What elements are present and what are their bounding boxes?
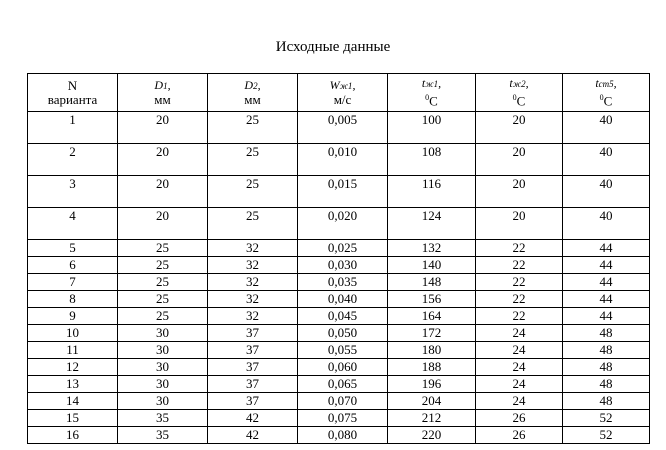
tst5-cell: 48 (563, 325, 650, 342)
d2-cell: 37 (208, 325, 298, 342)
d2-cell: 25 (208, 112, 298, 144)
variant-cell: 1 (28, 112, 118, 144)
table-row (28, 410, 650, 427)
table-row (28, 342, 650, 359)
variant-cell: 3 (28, 176, 118, 208)
tzh2-cell: 24 (476, 359, 563, 376)
wzh1-cell: 0,035 (298, 274, 388, 291)
tzh1-cell: 172 (388, 325, 476, 342)
tst5-cell: 52 (563, 427, 650, 444)
table-row (28, 144, 650, 176)
wzh1-cell: 0,010 (298, 144, 388, 176)
table-row (28, 427, 650, 444)
tzh2-cell: 20 (476, 112, 563, 144)
table-row (28, 291, 650, 308)
d1-cell: 20 (118, 112, 208, 144)
tzh2-cell: 20 (476, 144, 563, 176)
wzh1-cell: 0,025 (298, 240, 388, 257)
variant-cell: 4 (28, 208, 118, 240)
wzh1-cell: 0,015 (298, 176, 388, 208)
d2-cell: 32 (208, 291, 298, 308)
tzh2-cell: 20 (476, 176, 563, 208)
wzh1-cell: 0,050 (298, 325, 388, 342)
table-row (28, 240, 650, 257)
d2-cell: 32 (208, 274, 298, 291)
tzh1-cell: 148 (388, 274, 476, 291)
tzh1-cell: 196 (388, 376, 476, 393)
wzh1-cell: 0,080 (298, 427, 388, 444)
d1-cell: 20 (118, 144, 208, 176)
tzh1-cell: 140 (388, 257, 476, 274)
tzh2-cell: 26 (476, 410, 563, 427)
d1-cell: 25 (118, 291, 208, 308)
d1-cell: 25 (118, 274, 208, 291)
table-row (28, 208, 650, 240)
header-tzh2: tж2, $^0$С (476, 74, 563, 112)
d2-cell: 32 (208, 257, 298, 274)
wzh1-cell: 0,070 (298, 393, 388, 410)
wzh1-cell: 0,055 (298, 342, 388, 359)
tzh1-cell: 132 (388, 240, 476, 257)
tzh1-cell: 204 (388, 393, 476, 410)
variant-cell: 7 (28, 274, 118, 291)
tst5-cell: 48 (563, 376, 650, 393)
tzh1-cell: 180 (388, 342, 476, 359)
wzh1-cell: 0,005 (298, 112, 388, 144)
d2-cell: 25 (208, 208, 298, 240)
d2-cell: 32 (208, 240, 298, 257)
tst5-cell: 44 (563, 257, 650, 274)
header-d1: D1, мм (118, 74, 208, 112)
source-data-table (27, 73, 650, 444)
header-tst5: tст5, $^0$С (563, 74, 650, 112)
header-wzh1: Wж1, м/с (298, 74, 388, 112)
header-d2: D2, мм (208, 74, 298, 112)
d1-cell: 25 (118, 240, 208, 257)
d1-cell: 20 (118, 176, 208, 208)
tzh2-cell: 26 (476, 427, 563, 444)
variant-cell: 8 (28, 291, 118, 308)
d1-cell: 35 (118, 410, 208, 427)
wzh1-cell: 0,075 (298, 410, 388, 427)
d2-cell: 37 (208, 359, 298, 376)
tst5-cell: 48 (563, 393, 650, 410)
tst5-cell: 40 (563, 176, 650, 208)
table-row (28, 176, 650, 208)
tzh1-cell: 116 (388, 176, 476, 208)
wzh1-cell: 0,020 (298, 208, 388, 240)
d2-cell: 25 (208, 144, 298, 176)
tzh2-cell: 24 (476, 325, 563, 342)
table-row (28, 393, 650, 410)
variant-cell: 14 (28, 393, 118, 410)
d1-cell: 30 (118, 376, 208, 393)
table-row (28, 274, 650, 291)
variant-cell: 15 (28, 410, 118, 427)
d1-cell: 25 (118, 308, 208, 325)
variant-cell: 10 (28, 325, 118, 342)
variant-cell: 6 (28, 257, 118, 274)
d2-cell: 32 (208, 308, 298, 325)
tzh1-cell: 188 (388, 359, 476, 376)
tzh2-cell: 24 (476, 376, 563, 393)
tzh2-cell: 22 (476, 257, 563, 274)
wzh1-cell: 0,060 (298, 359, 388, 376)
d1-cell: 20 (118, 208, 208, 240)
variant-cell: 12 (28, 359, 118, 376)
tzh2-cell: 22 (476, 274, 563, 291)
variant-cell: 2 (28, 144, 118, 176)
d2-cell: 37 (208, 393, 298, 410)
tst5-cell: 44 (563, 291, 650, 308)
table-row (28, 308, 650, 325)
table-row (28, 112, 650, 144)
tst5-cell: 44 (563, 274, 650, 291)
tzh1-cell: 100 (388, 112, 476, 144)
variant-cell: 11 (28, 342, 118, 359)
d1-cell: 30 (118, 359, 208, 376)
wzh1-cell: 0,065 (298, 376, 388, 393)
tzh2-cell: 22 (476, 308, 563, 325)
tst5-cell: 44 (563, 240, 650, 257)
wzh1-cell: 0,045 (298, 308, 388, 325)
wzh1-cell: 0,030 (298, 257, 388, 274)
tzh2-cell: 24 (476, 342, 563, 359)
header-tzh1: tж1, $^0$С (388, 74, 476, 112)
variant-cell: 9 (28, 308, 118, 325)
tst5-cell: 52 (563, 410, 650, 427)
wzh1-cell: 0,040 (298, 291, 388, 308)
d1-cell: 30 (118, 325, 208, 342)
d1-cell: 30 (118, 393, 208, 410)
d1-cell: 25 (118, 257, 208, 274)
d2-cell: 42 (208, 410, 298, 427)
header-variant: N варианта (28, 74, 118, 112)
table-row (28, 376, 650, 393)
variant-cell: 16 (28, 427, 118, 444)
d2-cell: 42 (208, 427, 298, 444)
tst5-cell: 48 (563, 342, 650, 359)
tst5-cell: 40 (563, 144, 650, 176)
table-body (28, 112, 650, 444)
tzh1-cell: 220 (388, 427, 476, 444)
table-row (28, 325, 650, 342)
tzh1-cell: 108 (388, 144, 476, 176)
tzh2-cell: 20 (476, 208, 563, 240)
d1-cell: 35 (118, 427, 208, 444)
variant-cell: 5 (28, 240, 118, 257)
tzh1-cell: 124 (388, 208, 476, 240)
tst5-cell: 44 (563, 308, 650, 325)
tzh2-cell: 22 (476, 240, 563, 257)
tzh1-cell: 156 (388, 291, 476, 308)
d1-cell: 30 (118, 342, 208, 359)
tzh1-cell: 212 (388, 410, 476, 427)
table-row (28, 257, 650, 274)
d2-cell: 37 (208, 342, 298, 359)
tzh2-cell: 24 (476, 393, 563, 410)
tst5-cell: 40 (563, 208, 650, 240)
d2-cell: 25 (208, 176, 298, 208)
page-title: Исходные данные (275, 39, 391, 55)
tzh1-cell: 164 (388, 308, 476, 325)
d2-cell: 37 (208, 376, 298, 393)
tzh2-cell: 22 (476, 291, 563, 308)
table-row (28, 359, 650, 376)
tst5-cell: 40 (563, 112, 650, 144)
table-header-row (28, 74, 650, 112)
tst5-cell: 48 (563, 359, 650, 376)
variant-cell: 13 (28, 376, 118, 393)
